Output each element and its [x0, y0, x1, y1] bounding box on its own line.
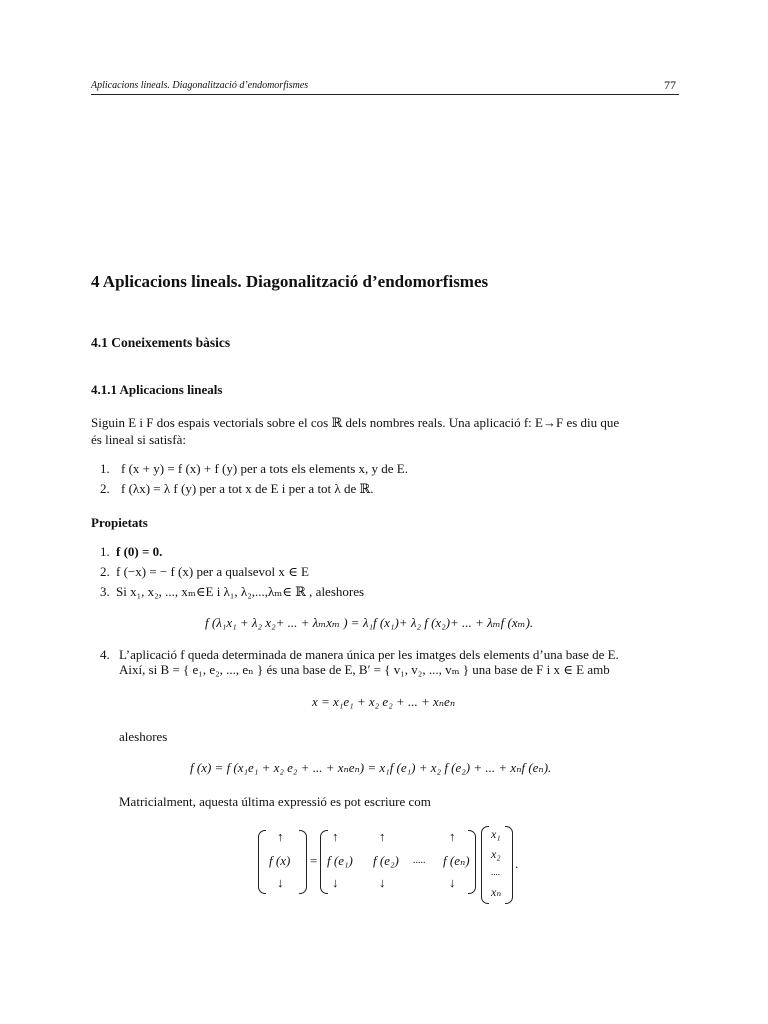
condition-1-number: 1.	[100, 461, 110, 476]
intro-line-1: Siguin E i F dos espais vectorials sobre el cos ℝ dels nombres reals. Una aplicació f: E→F es diu que	[91, 415, 620, 430]
property-4-number: 4.	[100, 647, 110, 662]
property-1-number: 1.	[100, 544, 110, 559]
property-3-text: Si x₁, x₂, ..., xₘ∈E i λ₁, λ₂,...,λₘ∈ ℝ , aleshores	[116, 584, 365, 599]
condition-2-number: 2.	[100, 481, 110, 496]
matrix-right-paren	[468, 830, 476, 894]
col-f-en: f (eₙ)	[443, 853, 470, 868]
chapter-title: 4 Aplicacions lineals. Diagonalització d’endomorfismes	[91, 272, 489, 291]
intro-line-2: és lineal si satisfà:	[91, 432, 186, 447]
up-arrow: ↑	[277, 829, 284, 844]
property-2-number: 2.	[100, 564, 110, 579]
vector-dots: ....	[491, 867, 500, 877]
vector-x1: x₁	[491, 827, 501, 841]
property-1-text: f (0) = 0.	[116, 544, 163, 559]
up-arrow-col-1: ↑	[332, 829, 339, 844]
property-4-line-1: L’aplicació f queda determinada de manera única per les imatges dels elements d’una base de E.	[119, 647, 619, 662]
vector-right-paren	[505, 826, 513, 904]
col-f-e1: f (e₁)	[327, 853, 353, 868]
equation-f-of-x: f (x) = f (x₁e₁ + x₂ e₂ + ... + xₙeₙ) = x₁f (e₁) + x₂ f (e₂) + ... + xₙf (eₙ).	[190, 760, 552, 775]
vector-x2: x₂	[491, 847, 501, 861]
page-number: 77	[664, 78, 676, 92]
properties-title: Propietats	[91, 515, 148, 530]
lhs-f-of-x: f (x)	[269, 853, 291, 868]
col-f-e2: f (e₂)	[373, 853, 399, 868]
equation-linear-combination: f (λ₁x₁ + λ₂ x₂+ ... + λₘxₘ ) = λ₁f (x₁)+ λ₂ f (x₂)+ ... + λₘf (xₘ).	[205, 615, 534, 630]
running-header: Aplicacions lineals. Diagonalització d’endomorfismes	[91, 80, 309, 91]
intro-paragraph	[91, 414, 679, 448]
down-arrow-col-1: ↓	[332, 875, 339, 890]
matrix-period: .	[515, 856, 519, 871]
down-arrow: ↓	[277, 875, 284, 890]
equals-sign: =	[310, 853, 318, 868]
matricial-text: Matricialment, aquesta última expressió es pot escriure com	[119, 794, 431, 809]
property-2-text: f (−x) = − f (x) per a qualsevol x ∈ E	[116, 564, 309, 579]
vector-xn: xₙ	[491, 885, 502, 899]
condition-1-text: f (x + y) = f (x) + f (y) per a tots els elements x, y de E.	[121, 461, 408, 476]
vector-left-paren	[481, 826, 489, 904]
condition-2-text: f (λx) = λ f (y) per a tot x de E i per a tot λ de ℝ.	[121, 481, 374, 496]
up-arrow-col-2: ↑	[379, 829, 386, 844]
down-arrow-col-n: ↓	[449, 875, 456, 890]
section-title: 4.1 Coneixements bàsics	[91, 335, 231, 350]
matrix-dots: .....	[413, 855, 426, 866]
up-arrow-col-n: ↑	[449, 829, 456, 844]
down-arrow-col-2: ↓	[379, 875, 386, 890]
matrix-equation	[255, 826, 525, 906]
left-paren	[258, 830, 266, 894]
property-4-line-2: Així, si B = { e₁, e₂, ..., eₙ } és una base de E, B′ = { v₁, v₂, ..., vₘ } una base de F i x ∈ E amb	[119, 662, 610, 677]
equation-x-basis: x = x₁e₁ + x₂ e₂ + ... + xₙeₙ	[312, 694, 456, 709]
aleshores-text: aleshores	[119, 729, 168, 744]
header-rule	[91, 94, 679, 95]
right-paren	[299, 830, 307, 894]
property-3-number: 3.	[100, 584, 110, 599]
subsection-title: 4.1.1 Aplicacions lineals	[91, 382, 223, 397]
